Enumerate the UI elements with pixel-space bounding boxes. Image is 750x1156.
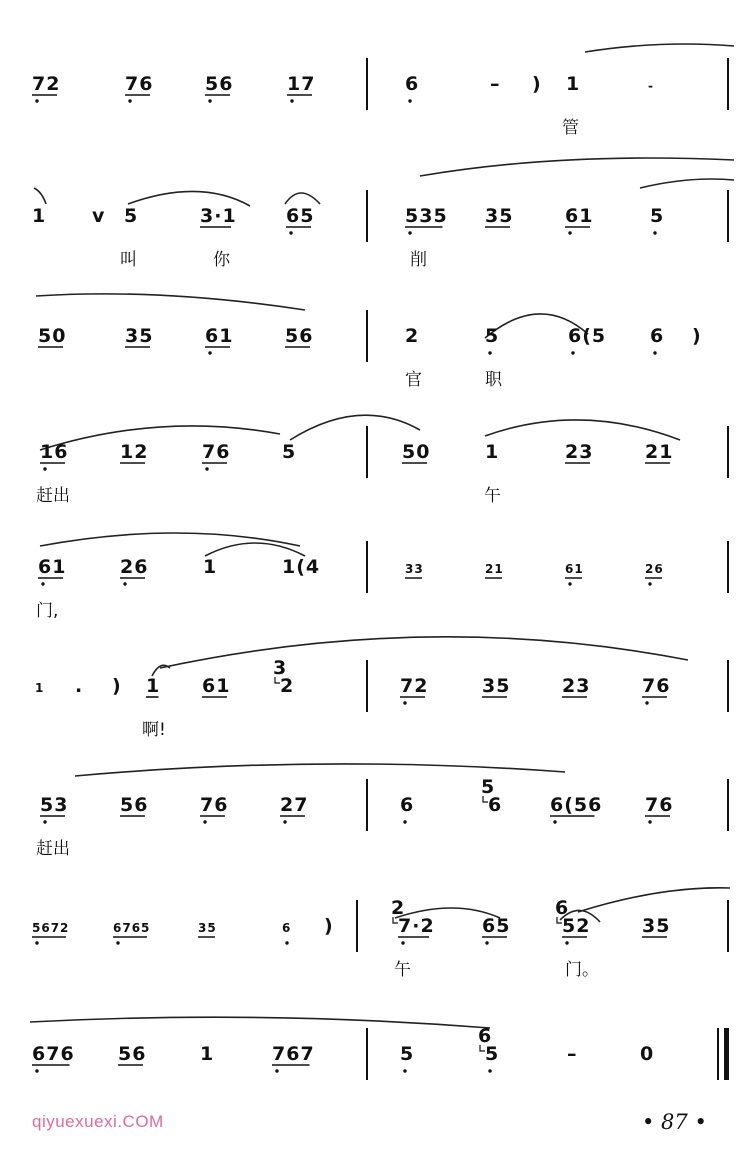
- low-octave-dot: [485, 941, 488, 944]
- jianpu-note: 61: [565, 562, 584, 576]
- jianpu-note: 5: [485, 325, 500, 347]
- jianpu-note: 12: [120, 441, 149, 463]
- grace-note: 5: [481, 776, 496, 798]
- note-group: [648, 79, 654, 93]
- low-octave-dot: [285, 941, 288, 944]
- jianpu-note: 5: [124, 205, 139, 227]
- jianpu-note: ): [324, 915, 334, 937]
- note-group: [32, 921, 69, 945]
- jianpu-note: 5672: [32, 921, 70, 935]
- note-group: [650, 325, 664, 355]
- jianpu-note: –: [490, 73, 501, 95]
- low-octave-dot: [408, 231, 411, 234]
- note-group: [125, 325, 153, 347]
- note-group: [118, 1043, 146, 1065]
- note-group: [32, 73, 60, 103]
- jianpu-note: 61: [565, 205, 594, 227]
- note-group: [485, 441, 499, 463]
- grace-note: 3: [273, 657, 288, 679]
- note-group: [32, 1043, 75, 1073]
- jianpu-note: 6: [488, 794, 503, 816]
- lyric-text: 你: [213, 250, 230, 270]
- jianpu-note: 35: [485, 205, 514, 227]
- note-group: [482, 915, 510, 945]
- note-group: [402, 441, 430, 463]
- jianpu-note: 1: [32, 205, 47, 227]
- note-group: [280, 794, 308, 824]
- note-group: [555, 897, 590, 945]
- note-group: [567, 1043, 578, 1065]
- jianpu-note: 26: [120, 556, 149, 578]
- note-group: [642, 915, 670, 937]
- note-group: [324, 915, 334, 937]
- jianpu-note: 33: [405, 562, 424, 576]
- lyric-text: 官: [405, 370, 422, 390]
- jianpu-note: 2: [405, 325, 420, 347]
- note-group: [391, 897, 435, 945]
- low-octave-dot: [553, 820, 556, 823]
- note-group: [645, 562, 664, 586]
- low-octave-dot: [289, 231, 292, 234]
- note-group: [40, 441, 68, 471]
- low-octave-dot: [401, 941, 404, 944]
- note-group: [113, 921, 150, 945]
- jianpu-note: 1: [485, 441, 500, 463]
- note-group: [282, 556, 320, 578]
- watermark: qiyuexuexi.COM: [32, 1112, 164, 1131]
- low-octave-dot: [275, 1069, 278, 1072]
- note-group: [272, 1043, 315, 1073]
- low-octave-dot: [43, 820, 46, 823]
- note-group: [35, 681, 44, 695]
- note-group: [565, 441, 593, 463]
- note-group: [120, 441, 148, 463]
- jianpu-note: .: [75, 675, 84, 697]
- low-octave-dot: [403, 701, 406, 704]
- note-group: [645, 794, 673, 824]
- jianpu-note: 2: [280, 675, 295, 697]
- lyric-text: 赶出: [36, 486, 70, 506]
- jianpu-note: 52: [562, 915, 591, 937]
- lyric-text: 午: [394, 960, 411, 980]
- note-group: [120, 794, 148, 816]
- jianpu-note: 6(56: [550, 794, 603, 816]
- jianpu-note: 5: [282, 441, 297, 463]
- note-group: [565, 205, 593, 235]
- note-group: [642, 675, 670, 705]
- low-octave-dot: [283, 820, 286, 823]
- low-octave-dot: [648, 820, 651, 823]
- low-octave-dot: [488, 351, 491, 354]
- grace-note: 2: [391, 897, 406, 919]
- jianpu-note: ): [532, 73, 542, 95]
- jianpu-note: 35: [198, 921, 217, 935]
- note-group: [282, 921, 291, 945]
- low-octave-dot: [645, 701, 648, 704]
- jianpu-note: 61: [205, 325, 234, 347]
- low-octave-dot: [203, 820, 206, 823]
- note-group: [405, 325, 419, 347]
- jianpu-note: 61: [38, 556, 67, 578]
- low-octave-dot: [128, 99, 131, 102]
- note-group: [40, 794, 68, 824]
- jianpu-note: 76: [125, 73, 154, 95]
- low-octave-dot: [290, 99, 293, 102]
- jianpu-note: 1: [203, 556, 218, 578]
- note-group: [286, 205, 314, 235]
- low-octave-dot: [488, 1069, 491, 1072]
- jianpu-note: 21: [645, 441, 674, 463]
- low-octave-dot: [43, 467, 46, 470]
- note-group: [205, 73, 233, 103]
- low-octave-dot: [35, 1069, 38, 1072]
- note-group: [120, 556, 148, 586]
- jianpu-note: 65: [482, 915, 511, 937]
- note-group: [485, 325, 499, 355]
- jianpu-note: 76: [645, 794, 674, 816]
- final-barline-thick: [724, 1028, 729, 1080]
- jianpu-note: 50: [38, 325, 67, 347]
- note-group: [198, 921, 217, 937]
- lyric-text: 赶出: [36, 839, 70, 859]
- jianpu-note: v: [92, 205, 106, 227]
- note-group: [285, 325, 313, 347]
- jianpu-note: 1: [200, 1043, 215, 1065]
- lyric-text: 午: [484, 486, 501, 506]
- jianpu-note: 1: [35, 681, 45, 695]
- lyric-layer: [36, 118, 599, 980]
- lyric-text: 削: [410, 250, 427, 270]
- note-group: [550, 794, 602, 824]
- lyric-text: 管: [562, 118, 579, 138]
- jianpu-note: 27: [280, 794, 309, 816]
- note-group: [287, 73, 315, 103]
- note-group: [482, 675, 510, 697]
- low-octave-dot: [653, 351, 656, 354]
- page-number: • 87 •: [642, 1110, 707, 1134]
- jianpu-note: 35: [642, 915, 671, 937]
- jianpu-note: 7·2: [398, 915, 435, 937]
- jianpu-note: 1: [566, 73, 581, 95]
- low-octave-dot: [208, 99, 211, 102]
- jianpu-note: 3·1: [200, 205, 237, 227]
- slurs: [30, 44, 734, 1028]
- low-octave-dot: [41, 582, 44, 585]
- jianpu-note: 535: [405, 205, 448, 227]
- note-group: [640, 1043, 654, 1065]
- note-group: [75, 675, 83, 697]
- note-group: [202, 441, 230, 471]
- note-group: [203, 556, 217, 578]
- jianpu-note: 6: [650, 325, 665, 347]
- jianpu-note: 6: [282, 921, 292, 935]
- note-group: [38, 556, 66, 586]
- jianpu-note: 5: [650, 205, 665, 227]
- jianpu-note: 50: [402, 441, 431, 463]
- jianpu-note: 56: [285, 325, 314, 347]
- note-group: [405, 205, 448, 235]
- note-group: [485, 205, 513, 227]
- note-group: [125, 73, 153, 103]
- low-octave-dot: [403, 1069, 406, 1072]
- note-group: [568, 325, 606, 355]
- note-group: [650, 205, 664, 235]
- note-group: [146, 675, 160, 697]
- low-octave-dot: [653, 231, 656, 234]
- note-group: [532, 73, 542, 95]
- jianpu-note: 1(4: [282, 556, 321, 578]
- jianpu-note: 21: [485, 562, 504, 576]
- lyric-text: 叫: [120, 250, 137, 270]
- note-group: [481, 776, 502, 816]
- jianpu-note: 1: [146, 675, 161, 697]
- jianpu-note: 76: [202, 441, 231, 463]
- jianpu-note: 56: [205, 73, 234, 95]
- low-octave-dot: [568, 231, 571, 234]
- jianpu-note: 767: [272, 1043, 315, 1065]
- note-group: [282, 441, 296, 463]
- jianpu-note: 26: [645, 562, 664, 576]
- jianpu-note: 76: [200, 794, 229, 816]
- note-group: [562, 675, 590, 697]
- jianpu-note: 5: [400, 1043, 415, 1065]
- low-octave-dot: [571, 351, 574, 354]
- low-octave-dot: [123, 582, 126, 585]
- note-group: [692, 325, 702, 347]
- jianpu-note: 0: [640, 1043, 655, 1065]
- note-group: [200, 794, 228, 824]
- jianpu-note: 17: [287, 73, 316, 95]
- note-group: [200, 205, 237, 227]
- jianpu-note: 56: [120, 794, 149, 816]
- low-octave-dot: [205, 467, 208, 470]
- low-octave-dot: [568, 582, 571, 585]
- jianpu-note: 6: [400, 794, 415, 816]
- note-group: [112, 675, 122, 697]
- jianpu-note: ): [112, 675, 122, 697]
- grace-note: 6: [478, 1025, 493, 1047]
- jianpu-note: 61: [202, 675, 231, 697]
- note-group: [478, 1025, 499, 1073]
- note-group: [205, 325, 233, 355]
- note-group: [400, 1043, 414, 1073]
- lyric-text: 门,: [36, 601, 59, 621]
- note-group: [92, 205, 105, 227]
- jianpu-note: 35: [125, 325, 154, 347]
- low-octave-dot: [35, 941, 38, 944]
- note-group: [405, 562, 424, 578]
- note-group: [202, 675, 230, 697]
- jianpu-note: 72: [32, 73, 61, 95]
- jianpu-note: ): [692, 325, 702, 347]
- jianpu-note: -: [648, 79, 654, 93]
- note-group: [200, 1043, 214, 1065]
- jianpu-note: 23: [565, 441, 594, 463]
- jianpu-note: 35: [482, 675, 511, 697]
- note-group: [38, 325, 66, 347]
- low-octave-dot: [648, 582, 651, 585]
- jianpu-note: 16: [40, 441, 69, 463]
- note-group: [485, 562, 504, 578]
- jianpu-note: 6(5: [568, 325, 607, 347]
- jianpu-note: 72: [400, 675, 429, 697]
- note-group: [273, 657, 294, 697]
- note-group: [490, 73, 501, 95]
- note-group: [400, 675, 428, 705]
- jianpu-note: 65: [286, 205, 315, 227]
- note-group: [32, 205, 46, 227]
- low-octave-dot: [208, 351, 211, 354]
- jianpu-note: 53: [40, 794, 69, 816]
- note-group: [645, 441, 673, 463]
- low-octave-dot: [116, 941, 119, 944]
- lyric-text: 啊!: [142, 720, 166, 740]
- jianpu-note: –: [567, 1043, 578, 1065]
- jianpu-note: 5: [485, 1043, 500, 1065]
- note-group: [565, 562, 584, 586]
- jianpu-note: 23: [562, 675, 591, 697]
- jianpu-note: 76: [642, 675, 671, 697]
- jianpu-note: 6765: [113, 921, 151, 935]
- note-group: [124, 205, 138, 227]
- lyric-text: 职: [485, 370, 502, 390]
- lyric-text: 门。: [565, 960, 599, 980]
- low-octave-dot: [565, 941, 568, 944]
- low-octave-dot: [408, 99, 411, 102]
- note-group: [400, 794, 414, 824]
- jianpu-note: 6: [405, 73, 420, 95]
- jianpu-note: 56: [118, 1043, 147, 1065]
- low-octave-dot: [35, 99, 38, 102]
- note-group: [405, 73, 419, 103]
- jianpu-note: 676: [32, 1043, 75, 1065]
- low-octave-dot: [403, 820, 406, 823]
- note-group: [566, 73, 580, 95]
- grace-note: 6: [555, 897, 570, 919]
